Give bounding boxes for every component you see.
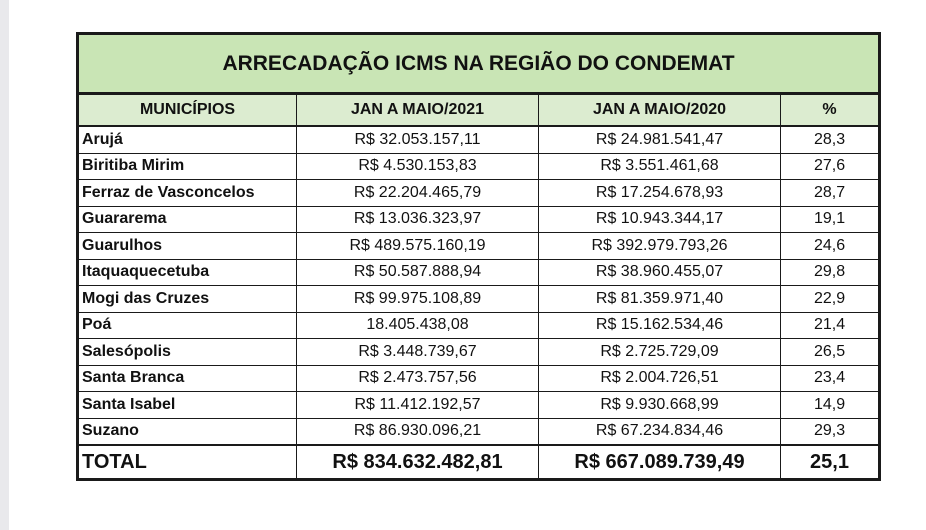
value-2020-cell: R$ 15.162.534,46 xyxy=(539,312,781,339)
value-2020-cell: R$ 17.254.678,93 xyxy=(539,180,781,207)
percent-cell: 21,4 xyxy=(781,312,880,339)
value-2020-cell: R$ 3.551.461,68 xyxy=(539,153,781,180)
value-2020-cell: R$ 81.359.971,40 xyxy=(539,286,781,313)
municipio-cell: Itaquaquecetuba xyxy=(78,259,297,286)
percent-cell: 27,6 xyxy=(781,153,880,180)
value-2020-cell: R$ 392.979.793,26 xyxy=(539,233,781,260)
percent-cell: 26,5 xyxy=(781,339,880,366)
percent-cell: 24,6 xyxy=(781,233,880,260)
column-header-percent: % xyxy=(781,94,880,127)
value-2020-cell: R$ 24.981.541,47 xyxy=(539,126,781,153)
municipio-cell: Biritiba Mirim xyxy=(78,153,297,180)
table-row xyxy=(78,365,880,392)
municipio-cell: Guarulhos xyxy=(78,233,297,260)
municipio-cell: Poá xyxy=(78,312,297,339)
total-percent-cell: 25,1 xyxy=(781,445,880,480)
total-label: TOTAL xyxy=(78,445,297,480)
municipio-cell: Guararema xyxy=(78,206,297,233)
value-2021-cell: R$ 50.587.888,94 xyxy=(297,259,539,286)
table-row xyxy=(78,153,880,180)
table-row xyxy=(78,339,880,366)
icms-table-container xyxy=(76,32,878,481)
municipio-cell: Salesópolis xyxy=(78,339,297,366)
table-row xyxy=(78,233,880,260)
table-header-row xyxy=(78,94,880,127)
percent-cell: 22,9 xyxy=(781,286,880,313)
value-2020-cell: R$ 9.930.668,99 xyxy=(539,392,781,419)
percent-cell: 28,3 xyxy=(781,126,880,153)
table-row xyxy=(78,259,880,286)
value-2021-cell: R$ 32.053.157,11 xyxy=(297,126,539,153)
table-row xyxy=(78,286,880,313)
percent-cell: 19,1 xyxy=(781,206,880,233)
value-2021-cell: R$ 2.473.757,56 xyxy=(297,365,539,392)
percent-cell: 29,3 xyxy=(781,418,880,445)
value-2021-cell: R$ 3.448.739,67 xyxy=(297,339,539,366)
value-2020-cell: R$ 10.943.344,17 xyxy=(539,206,781,233)
value-2020-cell: R$ 67.234.834,46 xyxy=(539,418,781,445)
table-body xyxy=(78,126,880,480)
value-2021-cell: R$ 11.412.192,57 xyxy=(297,392,539,419)
percent-cell: 29,8 xyxy=(781,259,880,286)
value-2021-cell: R$ 22.204.465,79 xyxy=(297,180,539,207)
municipio-cell: Arujá xyxy=(78,126,297,153)
value-2021-cell: R$ 489.575.160,19 xyxy=(297,233,539,260)
table-row xyxy=(78,180,880,207)
value-2021-cell: R$ 86.930.096,21 xyxy=(297,418,539,445)
total-2020-cell: R$ 667.089.739,49 xyxy=(539,445,781,480)
value-2020-cell: R$ 38.960.455,07 xyxy=(539,259,781,286)
municipio-cell: Mogi das Cruzes xyxy=(78,286,297,313)
value-2021-cell: R$ 13.036.323,97 xyxy=(297,206,539,233)
left-edge-strip xyxy=(0,0,9,530)
value-2020-cell: R$ 2.004.726,51 xyxy=(539,365,781,392)
table-row xyxy=(78,206,880,233)
column-header-municipios: MUNICÍPIOS xyxy=(78,94,297,127)
value-2021-cell: 18.405.438,08 xyxy=(297,312,539,339)
value-2020-cell: R$ 2.725.729,09 xyxy=(539,339,781,366)
icms-table xyxy=(76,32,881,481)
value-2021-cell: R$ 99.975.108,89 xyxy=(297,286,539,313)
municipio-cell: Santa Branca xyxy=(78,365,297,392)
column-header-2021: JAN A MAIO/2021 xyxy=(297,94,539,127)
percent-cell: 14,9 xyxy=(781,392,880,419)
value-2021-cell: R$ 4.530.153,83 xyxy=(297,153,539,180)
table-row xyxy=(78,392,880,419)
municipio-cell: Suzano xyxy=(78,418,297,445)
table-row xyxy=(78,312,880,339)
table-title: ARRECADAÇÃO ICMS NA REGIÃO DO CONDEMAT xyxy=(78,34,880,94)
percent-cell: 23,4 xyxy=(781,365,880,392)
total-row xyxy=(78,445,880,480)
municipio-cell: Santa Isabel xyxy=(78,392,297,419)
total-2021-cell: R$ 834.632.482,81 xyxy=(297,445,539,480)
percent-cell: 28,7 xyxy=(781,180,880,207)
table-row xyxy=(78,126,880,153)
municipio-cell: Ferraz de Vasconcelos xyxy=(78,180,297,207)
table-row xyxy=(78,418,880,445)
column-header-2020: JAN A MAIO/2020 xyxy=(539,94,781,127)
